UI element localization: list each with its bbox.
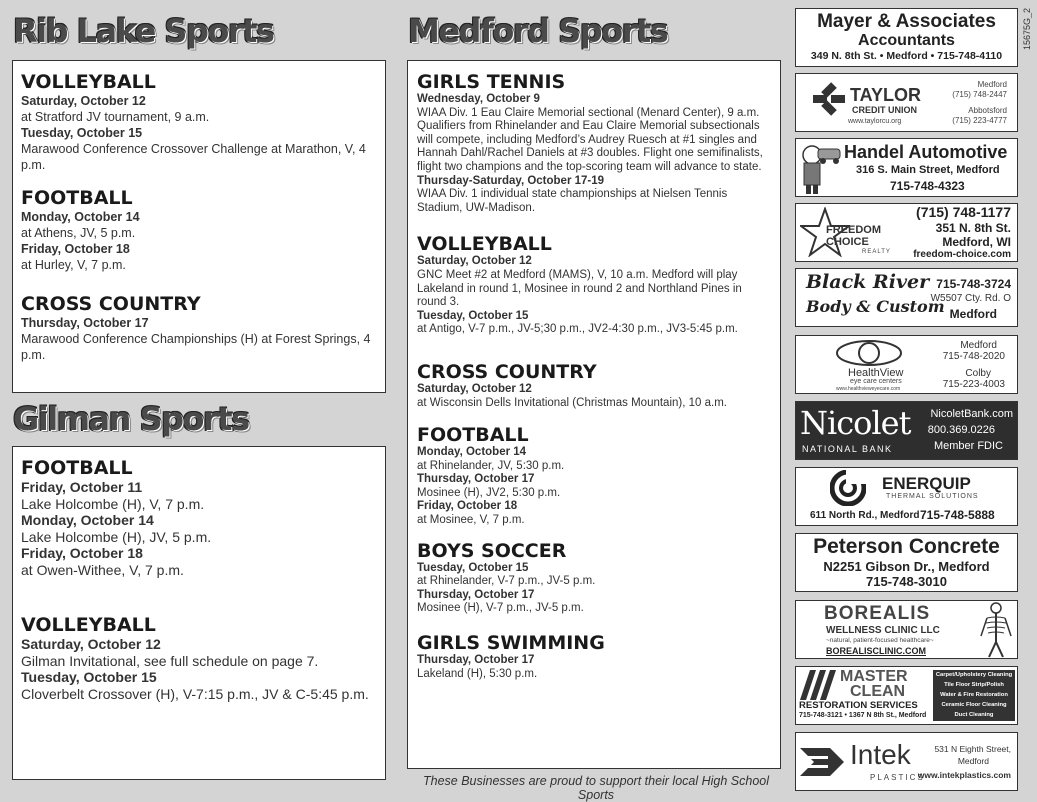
medford-football xyxy=(417,424,771,528)
date: Saturday, October 12 xyxy=(21,94,146,108)
freedom-logo-1: FREEDOM xyxy=(826,224,881,236)
footer-note: These Businesses are proud to support their local High School Sports xyxy=(422,774,770,802)
mayer-address: 349 N. 8th St. • Medford • 715-748-4110 xyxy=(810,50,1003,62)
medford-box xyxy=(407,60,781,769)
date: Friday, October 18 xyxy=(21,242,130,256)
event: at Hurley, V, 7 p.m. xyxy=(21,258,126,272)
service-item: Carpet/Upholstery Cleaning xyxy=(935,672,1013,678)
intek-sub: PLASTICS xyxy=(870,773,925,782)
gilman-football xyxy=(21,457,377,578)
event: GNC Meet #2 at Medford (MAMS), V, 10 a.m. Medford will play Lakeland in round 1, Mosinee in round 2 and Northland Pines in round 3. xyxy=(417,268,742,309)
handel-address: 316 S. Main Street, Medford xyxy=(856,164,1000,176)
borealis-tagline: ~natural, patient-focused healthcare~ xyxy=(826,637,934,644)
ad-master-clean xyxy=(795,666,1018,725)
medford-girls-swimming xyxy=(417,632,771,681)
blackriver-address: W5507 Cty. Rd. O xyxy=(930,293,1011,304)
intek-city: Medford xyxy=(957,756,989,766)
borealis-name: BOREALIS xyxy=(824,603,931,624)
date: Friday, October 18 xyxy=(21,545,143,561)
medford-girls-tennis xyxy=(417,71,771,215)
blackriver-phone: 715-748-3724 xyxy=(936,277,1011,291)
rib-lake-volleyball xyxy=(21,71,377,173)
taylor-phone-1: (715) 748-2447 xyxy=(952,90,1007,99)
medford-cross-country xyxy=(417,361,771,410)
blackriver-city: Medford xyxy=(949,307,997,321)
peterson-name: Peterson Concrete xyxy=(813,535,1000,558)
section-title: FOOTBALL xyxy=(417,424,529,447)
freedom-logo-3: REALTY xyxy=(862,249,891,255)
ad-code: 15675G_2 xyxy=(1022,8,1032,51)
medford-boys-soccer xyxy=(417,540,771,616)
date: Friday, October 11 xyxy=(21,479,143,495)
event: at Athens, JV, 5 p.m. xyxy=(21,226,136,240)
date: Tuesday, October 15 xyxy=(417,561,529,574)
date: Friday, October 18 xyxy=(417,500,518,513)
section-title: CROSS COUNTRY xyxy=(21,293,201,315)
ad-mayer xyxy=(795,8,1018,67)
gilman-volleyball xyxy=(21,614,377,702)
blackriver-logo-1: Black River xyxy=(806,271,930,293)
freedom-phone: (715) 748-1177 xyxy=(916,204,1011,220)
masterclean-services xyxy=(933,670,1015,721)
masterclean-name-2: CLEAN xyxy=(850,683,906,700)
intek-logo-icon xyxy=(800,742,844,782)
handel-name: Handel Automotive xyxy=(844,142,1008,162)
masterclean-sub: RESTORATION SERVICES xyxy=(799,700,918,711)
event: at Rhinelander, JV, 5:30 p.m. xyxy=(417,459,565,472)
peterson-phone: 715-748-3010 xyxy=(866,574,947,589)
freedom-logo-2: CHOICE xyxy=(826,236,869,248)
nicolet-phone: 800.369.0226 xyxy=(927,424,995,436)
event: Lakeland (H), 5:30 p.m. xyxy=(417,667,538,680)
mayer-name: Mayer & Associates xyxy=(817,11,996,32)
date: Tuesday, October 15 xyxy=(21,669,157,685)
nicolet-web: NicoletBank.com xyxy=(930,408,1013,420)
enerquip-phone: 715-748-5888 xyxy=(920,508,995,522)
taylor-logo-icon xyxy=(812,82,846,116)
rib-lake-football xyxy=(21,187,377,273)
date: Tuesday, October 15 xyxy=(417,309,529,322)
event: Marawood Conference Championships (H) at Forest Springs, 4 p.m. xyxy=(21,332,371,362)
enerquip-name: ENERQUIP xyxy=(882,474,971,493)
ad-freedom-choice xyxy=(795,203,1018,262)
date: Saturday, October 12 xyxy=(417,255,532,268)
section-title: GIRLS SWIMMING xyxy=(417,632,605,655)
freedom-web: freedom-choice.com xyxy=(913,249,1011,260)
medford-heading: Medford Sports xyxy=(408,12,668,50)
skeleton-icon xyxy=(979,602,1013,658)
event: Mosinee (H), V-7 p.m., JV-5 p.m. xyxy=(417,602,584,615)
freedom-address: 351 N. 8th St. xyxy=(935,221,1011,235)
peterson-address: N2251 Gibson Dr., Medford xyxy=(823,559,990,574)
date: Tuesday, October 15 xyxy=(21,126,143,140)
freedom-city: Medford, WI xyxy=(942,235,1011,249)
section-title: VOLLEYBALL xyxy=(21,71,156,93)
healthview-phone-2: 715-223-4003 xyxy=(942,379,1005,390)
ad-nicolet xyxy=(795,401,1018,460)
ad-black-river xyxy=(795,268,1018,327)
date: Monday, October 14 xyxy=(417,446,527,459)
ad-peterson xyxy=(795,533,1018,592)
date: Saturday, October 12 xyxy=(417,382,532,395)
enerquip-address: 611 North Rd., Medford xyxy=(810,510,920,521)
intek-web: www.intekplastics.com xyxy=(917,770,1011,780)
event: at Rhinelander, V-7 p.m., JV-5 p.m. xyxy=(417,575,596,588)
date: Monday, October 14 xyxy=(21,512,154,528)
service-item: Ceramic Floor Cleaning xyxy=(941,702,1007,708)
masterclean-name-1: MASTER xyxy=(840,668,908,685)
date: Thursday, October 17 xyxy=(417,588,535,601)
event: Mosinee (H), JV2, 5:30 p.m. xyxy=(417,486,561,499)
service-item: Tile Floor Strip/Polish xyxy=(944,682,1004,688)
intek-name: Intek xyxy=(850,739,911,770)
event: at Wisconsin Dells Invitational (Christmas Mountain), 10 a.m. xyxy=(417,396,727,409)
taylor-location-2: Abbotsford xyxy=(968,106,1007,115)
masterclean-address: 715-748-3121 • 1367 N 8th St., Medford xyxy=(799,712,927,719)
section-title: VOLLEYBALL xyxy=(417,233,552,256)
event: WIAA Div. 1 individual state championships at Nielsen Tennis Stadium, UW-Madison. xyxy=(417,188,728,214)
section-title: VOLLEYBALL xyxy=(21,614,156,636)
ad-enerquip xyxy=(795,467,1018,526)
ad-taylor xyxy=(795,73,1018,132)
section-title: BOYS SOCCER xyxy=(417,539,567,562)
rib-lake-box xyxy=(12,60,386,393)
section-title: GIRLS TENNIS xyxy=(417,71,566,93)
section-title: CROSS COUNTRY xyxy=(417,360,597,383)
healthview-sub: eye care centers xyxy=(850,378,902,385)
eye-icon xyxy=(834,338,904,368)
section-title: FOOTBALL xyxy=(21,457,133,479)
ad-healthview xyxy=(795,335,1018,394)
borealis-sub: WELLNESS CLINIC LLC xyxy=(826,625,940,636)
swirl-logo-icon xyxy=(830,470,866,506)
date: Wednesday, October 9 xyxy=(417,93,540,105)
healthview-location-2: Colby xyxy=(965,368,991,379)
taylor-location-1: Medford xyxy=(977,80,1007,89)
service-item: Duct Cleaning xyxy=(954,712,994,718)
event: Cloverbelt Crossover (H), V-7:15 p.m., JV & C-5:45 p.m. xyxy=(21,685,369,702)
event: Lake Holcombe (H), JV, 5 p.m. xyxy=(21,528,212,545)
event: at Antigo, V-7 p.m., JV-5;30 p.m., JV2-4:30 p.m., JV3-5:45 p.m. xyxy=(417,323,738,336)
mayer-subname: Accountants xyxy=(858,32,955,49)
rib-lake-heading: Rib Lake Sports xyxy=(13,12,274,50)
date: Thursday-Saturday, October 17-19 xyxy=(417,174,605,187)
date: Thursday, October 17 xyxy=(417,473,535,486)
service-item: Water & Fire Restoration xyxy=(940,692,1008,698)
rib-lake-cross-country xyxy=(21,293,377,363)
ad-handel xyxy=(795,138,1018,197)
section-title: FOOTBALL xyxy=(21,187,133,209)
nicolet-name: Nicolet xyxy=(800,404,911,442)
gilman-heading: Gilman Sports xyxy=(13,400,249,438)
event: at Owen-Withee, V, 7 p.m. xyxy=(21,561,184,578)
nicolet-sub: NATIONAL BANK xyxy=(802,444,893,454)
event: at Mosinee, V, 7 p.m. xyxy=(417,514,525,527)
event: Marawood Conference Crossover Challenge at Marathon, V, 4 p.m. xyxy=(21,142,366,172)
ad-borealis xyxy=(795,600,1018,659)
medford-volleyball xyxy=(417,233,771,337)
healthview-web: www.healthvieweyecare.com xyxy=(836,386,901,392)
enerquip-sub: THERMAL SOLUTIONS xyxy=(886,493,979,500)
gilman-box xyxy=(12,446,386,780)
blackriver-logo-2: Body & Custom xyxy=(806,297,945,316)
taylor-subname: CREDIT UNION xyxy=(852,105,917,115)
nicolet-fdic: Member FDIC xyxy=(933,440,1003,452)
healthview-name: HealthView xyxy=(848,367,904,379)
healthview-phone-1: 715-748-2020 xyxy=(942,351,1005,362)
event: Gilman Invitational, see full schedule on page 7. xyxy=(21,652,319,669)
borealis-web: BOREALISCLINIC.COM xyxy=(826,646,926,656)
intek-address: 531 N Eighth Street, xyxy=(934,744,1011,754)
event: WIAA Div. 1 Eau Claire Memorial sectional (Menard Center), 9 a.m. Qualifiers from Rhinelander and Eau Claire Memorial subsectionals will compete, including Medford’s Audrey Ruesch at #1 singles and Hannah Dahl/Rachel Daniels at #3 doubles. Flight one semifinalists, flight two champions and the top-scoring team will advance to state. xyxy=(417,106,763,173)
taylor-phone-2: (715) 223-4777 xyxy=(952,116,1007,125)
stripes-logo-icon xyxy=(800,670,836,700)
date: Saturday, October 12 xyxy=(21,636,161,652)
taylor-web: www.taylorcu.org xyxy=(848,118,902,125)
healthview-location-1: Medford xyxy=(960,340,997,351)
date: Thursday, October 17 xyxy=(21,316,149,330)
taylor-name: TAYLOR xyxy=(850,85,922,105)
mechanic-mascot-icon xyxy=(798,141,842,195)
ad-intek xyxy=(795,732,1018,791)
event: Lake Holcombe (H), V, 7 p.m. xyxy=(21,495,205,512)
date: Thursday, October 17 xyxy=(417,654,535,667)
event: at Stratford JV tournament, 9 a.m. xyxy=(21,110,210,124)
date: Monday, October 14 xyxy=(21,210,140,224)
handel-phone: 715-748-4323 xyxy=(890,179,965,193)
